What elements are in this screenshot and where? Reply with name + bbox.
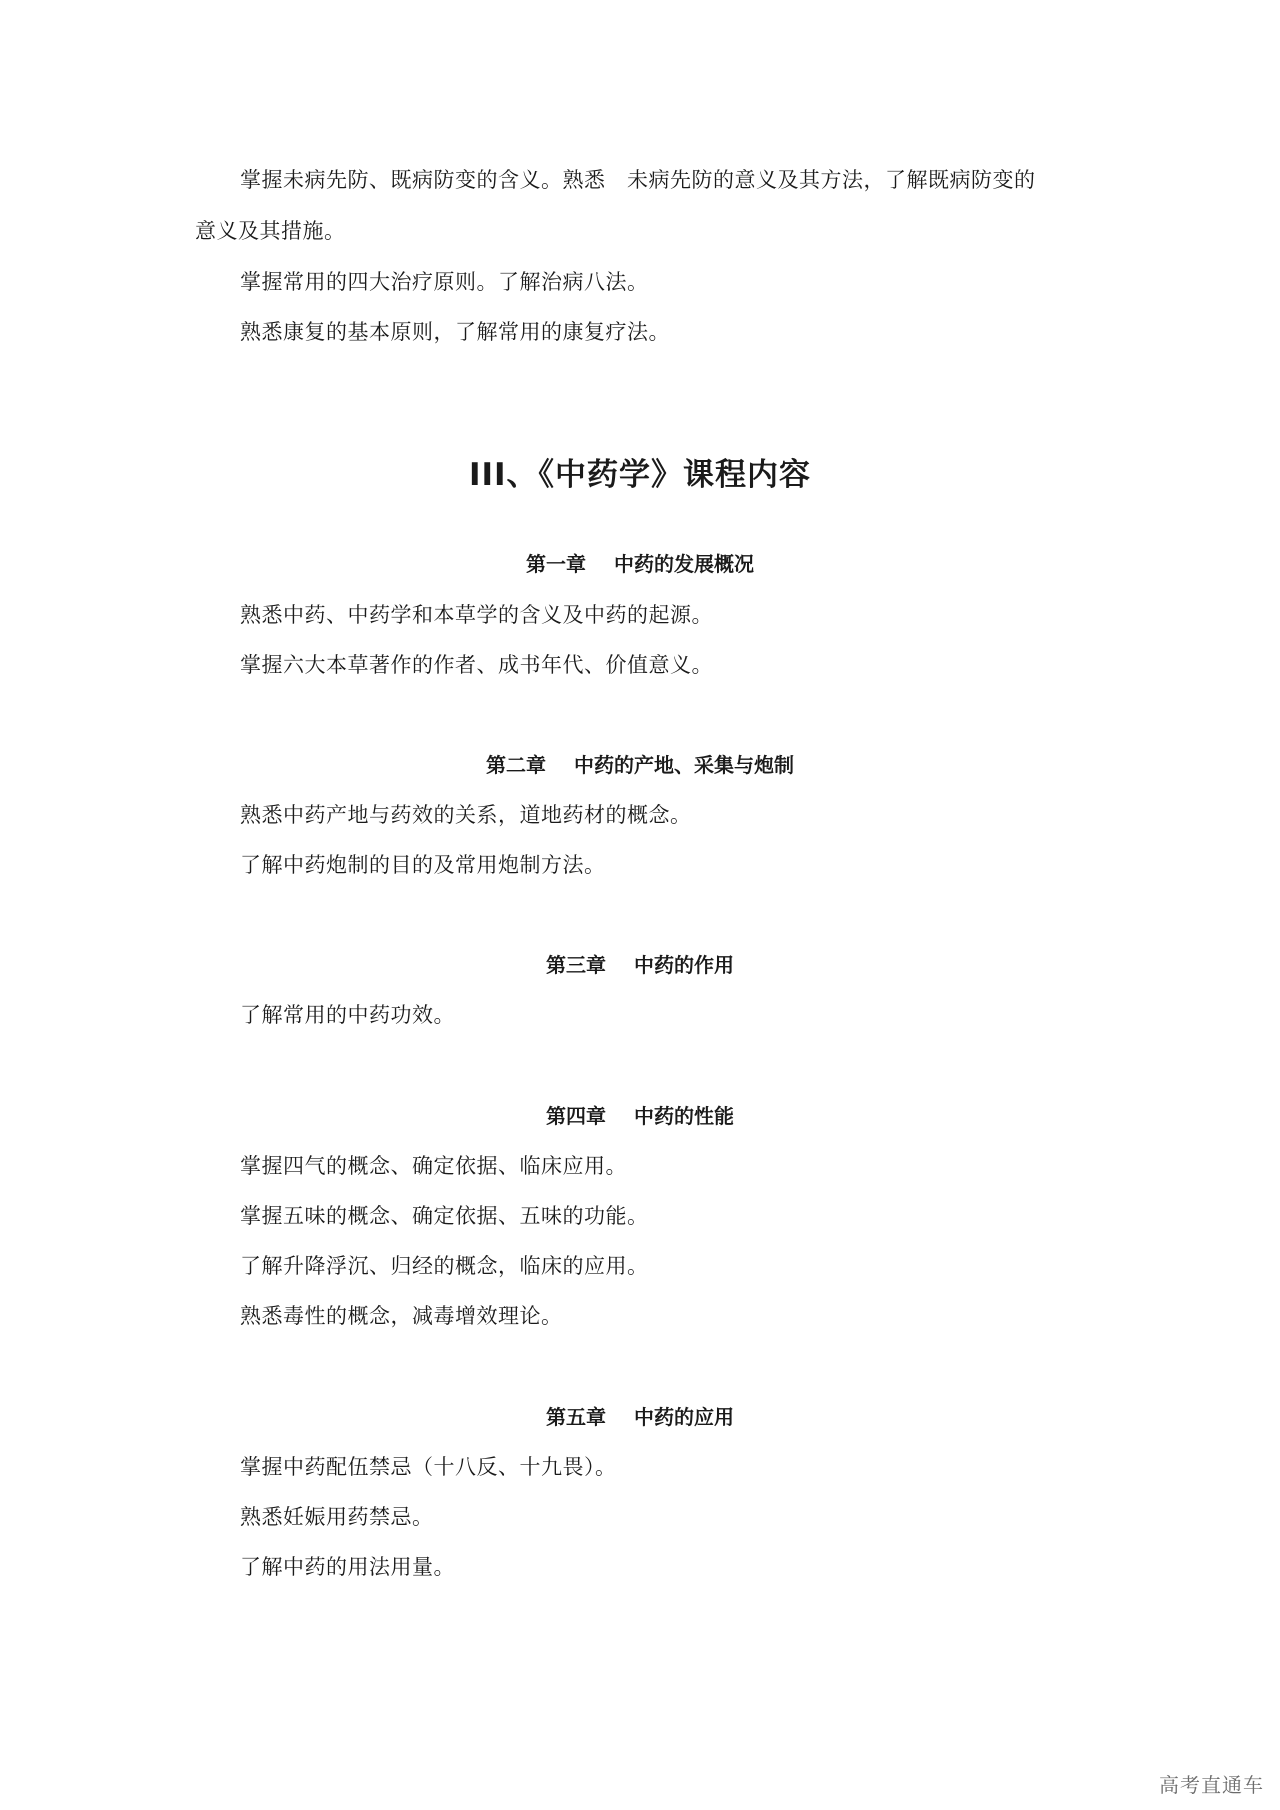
chapter-3-item-1: 了解常用的中药功效。 [240, 1003, 455, 1027]
watermark-text: 高考直通车 [1159, 1773, 1264, 1797]
chapter-5-number: 第五章 [546, 1405, 606, 1429]
chapter-5-title: 中药的应用 [634, 1405, 734, 1429]
chapter-3-number: 第三章 [546, 953, 606, 977]
chapter-5-item-2: 熟悉妊娠用药禁忌。 [240, 1505, 434, 1529]
chapter-4-number: 第四章 [546, 1104, 606, 1128]
chapter-4-item-4: 熟悉毒性的概念，减毒增效理论。 [240, 1304, 563, 1328]
chapter-5-heading [0, 1405, 1280, 1429]
chapter-1-number: 第一章 [526, 552, 586, 576]
chapter-4-item-2: 掌握五味的概念、确定依据、五味的功能。 [240, 1204, 649, 1228]
chapter-2-number: 第二章 [486, 753, 546, 777]
chapter-2-heading [0, 753, 1280, 777]
chapter-1-item-1: 熟悉中药、中药学和本草学的含义及中药的起源。 [240, 603, 713, 627]
chapter-5-item-3: 了解中药的用法用量。 [240, 1555, 455, 1579]
intro-paragraph-3: 熟悉康复的基本原则，了解常用的康复疗法。 [240, 320, 670, 344]
chapter-4-heading [0, 1104, 1280, 1128]
chapter-2-item-2: 了解中药炮制的目的及常用炮制方法。 [240, 853, 606, 877]
chapter-2-item-1: 熟悉中药产地与药效的关系，道地药材的概念。 [240, 803, 692, 827]
chapter-4-item-1: 掌握四气的概念、确定依据、临床应用。 [240, 1154, 627, 1178]
chapter-5-item-1: 掌握中药配伍禁忌（十八反、十九畏）。 [240, 1455, 617, 1479]
intro-paragraph-1-line-1: 掌握未病先防、既病防变的含义。熟悉 未病先防的意义及其方法，了解既病防变的 [240, 168, 1036, 192]
chapter-1-heading [0, 552, 1280, 576]
intro-paragraph-2: 掌握常用的四大治疗原则。了解治病八法。 [240, 270, 649, 294]
chapter-4-title: 中药的性能 [634, 1104, 734, 1128]
intro-paragraph-1-line-2: 意义及其措施。 [195, 219, 346, 243]
chapter-3-heading [0, 953, 1280, 977]
chapter-2-title: 中药的产地、采集与炮制 [574, 753, 794, 777]
chapter-1-title: 中药的发展概况 [614, 552, 754, 576]
chapter-4-item-3: 了解升降浮沉、归经的概念，临床的应用。 [240, 1254, 649, 1278]
chapter-3-title: 中药的作用 [634, 953, 734, 977]
chapter-1-item-2: 掌握六大本草著作的作者、成书年代、价值意义。 [240, 653, 713, 677]
section-title: III、《中药学》课程内容 [468, 457, 812, 493]
